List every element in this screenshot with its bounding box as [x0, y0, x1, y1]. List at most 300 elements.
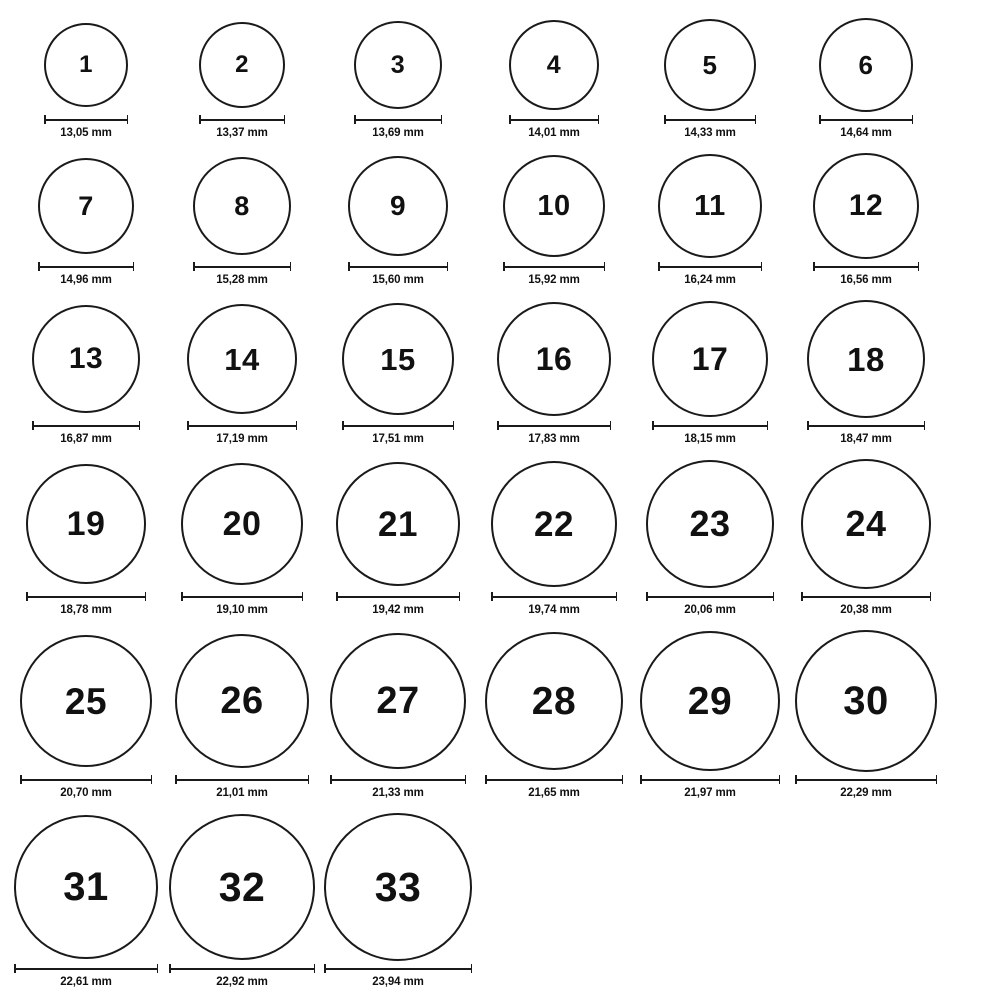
ring-circle — [801, 459, 931, 589]
ring-circle — [664, 19, 756, 111]
diameter-measure-bar — [491, 592, 617, 601]
ring-circle-wrap — [336, 459, 460, 589]
ring-size-cell[interactable] — [320, 300, 476, 445]
diameter-measure-bar — [795, 775, 937, 784]
measure-tick-left — [336, 592, 338, 601]
ring-size-cell[interactable] — [632, 630, 788, 799]
ring-size-cell[interactable] — [320, 459, 476, 616]
diameter-measure-bar — [658, 262, 762, 271]
diameter-label: 21,33 mm — [372, 787, 424, 799]
measure-tick-right — [761, 262, 763, 271]
measure-tick-right — [453, 421, 455, 430]
ring-size-number: 11 — [694, 189, 726, 222]
ring-size-number: 8 — [234, 190, 250, 221]
measure-line — [801, 596, 931, 598]
diameter-label: 20,38 mm — [840, 604, 892, 616]
ring-circle — [497, 302, 611, 416]
diameter-label: 19,74 mm — [528, 604, 580, 616]
ring-circle-wrap — [664, 18, 756, 112]
diameter-measure-bar — [20, 775, 152, 784]
ring-size-number: 13 — [68, 342, 104, 375]
measure-tick-left — [491, 592, 493, 601]
ring-circle-wrap — [497, 300, 611, 418]
measure-line — [14, 968, 158, 970]
ring-size-cell[interactable] — [164, 18, 320, 139]
diameter-measure-bar — [169, 964, 315, 973]
measure-tick-right — [151, 775, 153, 784]
ring-size-row — [8, 300, 992, 445]
ring-circle-wrap — [795, 630, 937, 772]
measure-tick-right — [133, 262, 135, 271]
measure-tick-right — [773, 592, 775, 601]
measure-tick-left — [348, 262, 350, 271]
ring-size-cell[interactable] — [632, 300, 788, 445]
measure-line — [175, 779, 309, 781]
diameter-measure-bar — [32, 421, 140, 430]
ring-circle — [14, 815, 158, 959]
measure-line — [646, 596, 774, 598]
diameter-measure-bar — [175, 775, 309, 784]
ring-circle-wrap — [324, 813, 472, 961]
measure-tick-right — [598, 115, 600, 124]
measure-line — [664, 119, 756, 121]
ring-circle-wrap — [491, 459, 617, 589]
diameter-measure-bar — [324, 964, 472, 973]
ring-size-number: 20 — [222, 505, 262, 543]
diameter-measure-bar — [348, 262, 448, 271]
ring-circle-wrap — [658, 153, 762, 259]
ring-circle — [26, 464, 146, 584]
measure-tick-right — [471, 964, 473, 973]
ring-circle — [324, 813, 472, 961]
diameter-measure-bar — [497, 421, 611, 430]
measure-tick-right — [755, 115, 757, 124]
ring-circle — [491, 461, 617, 587]
ring-size-cell[interactable] — [632, 153, 788, 286]
diameter-label: 16,87 mm — [60, 433, 112, 445]
diameter-measure-bar — [336, 592, 460, 601]
diameter-label: 22,29 mm — [840, 787, 892, 799]
diameter-measure-bar — [38, 262, 134, 271]
ring-size-cell[interactable] — [8, 153, 164, 286]
ring-size-number: 2 — [235, 51, 249, 78]
ring-size-number: 28 — [531, 679, 577, 723]
measure-line — [181, 596, 303, 598]
ring-size-number: 22 — [534, 504, 574, 544]
ring-size-cell[interactable] — [476, 459, 632, 616]
diameter-label: 15,92 mm — [528, 274, 580, 286]
measure-line — [813, 266, 919, 268]
ring-circle-wrap — [169, 813, 315, 961]
ring-size-cell[interactable] — [788, 18, 944, 139]
ring-circle — [348, 156, 448, 256]
measure-tick-right — [127, 115, 129, 124]
ring-circle-wrap — [813, 153, 919, 259]
diameter-measure-bar — [485, 775, 623, 784]
ring-circle — [652, 301, 768, 417]
ring-size-number: 18 — [847, 340, 885, 378]
diameter-label: 21,01 mm — [216, 787, 268, 799]
measure-tick-right — [302, 592, 304, 601]
ring-size-number: 23 — [689, 503, 731, 544]
ring-size-cell[interactable] — [164, 300, 320, 445]
measure-tick-left — [38, 262, 40, 271]
measure-tick-left — [813, 262, 815, 271]
ring-size-number: 16 — [535, 341, 573, 377]
ring-circle-wrap — [14, 813, 158, 961]
ring-size-number: 31 — [63, 865, 109, 909]
measure-line — [354, 119, 442, 121]
measure-line — [342, 425, 454, 427]
ring-size-cell[interactable] — [476, 300, 632, 445]
diameter-measure-bar — [26, 592, 146, 601]
measure-tick-left — [14, 964, 16, 973]
ring-circle-wrap — [26, 459, 146, 589]
measure-tick-left — [32, 421, 34, 430]
measure-line — [485, 779, 623, 781]
ring-circle — [44, 23, 128, 107]
diameter-label: 21,97 mm — [684, 787, 736, 799]
ring-circle-wrap — [354, 18, 442, 112]
diameter-label: 23,94 mm — [372, 976, 424, 988]
ring-size-cell[interactable] — [164, 813, 320, 988]
ring-size-cell[interactable] — [788, 630, 944, 799]
diameter-measure-bar — [801, 592, 931, 601]
measure-tick-right — [616, 592, 618, 601]
ring-size-number: 29 — [687, 679, 733, 723]
measure-tick-left — [509, 115, 511, 124]
measure-tick-left — [342, 421, 344, 430]
measure-line — [38, 266, 134, 268]
diameter-label: 19,42 mm — [372, 604, 424, 616]
diameter-measure-bar — [342, 421, 454, 430]
ring-size-number: 1 — [79, 51, 93, 78]
measure-tick-right — [447, 262, 449, 271]
ring-size-cell[interactable] — [320, 153, 476, 286]
ring-circle-wrap — [181, 459, 303, 589]
ring-circle — [336, 462, 460, 586]
ring-circle — [819, 18, 913, 112]
ring-size-cell[interactable] — [8, 18, 164, 139]
measure-line — [819, 119, 913, 121]
ring-circle-wrap — [819, 18, 913, 112]
ring-size-cell[interactable] — [320, 18, 476, 139]
ring-circle-wrap — [652, 300, 768, 418]
measure-tick-left — [801, 592, 803, 601]
measure-tick-left — [807, 421, 809, 430]
measure-tick-right — [930, 592, 932, 601]
measure-line — [497, 425, 611, 427]
measure-tick-left — [44, 115, 46, 124]
ring-circle — [175, 634, 309, 768]
ring-size-cell[interactable] — [788, 300, 944, 445]
measure-tick-left — [181, 592, 183, 601]
ring-circle — [199, 22, 285, 108]
measure-tick-right — [296, 421, 298, 430]
ring-size-cell[interactable] — [8, 300, 164, 445]
diameter-label: 21,65 mm — [528, 787, 580, 799]
ring-circle — [330, 633, 466, 769]
measure-line — [32, 425, 140, 427]
ring-size-cell[interactable] — [632, 459, 788, 616]
measure-tick-left — [795, 775, 797, 784]
measure-tick-right — [622, 775, 624, 784]
measure-tick-right — [284, 115, 286, 124]
measure-tick-right — [157, 964, 159, 973]
measure-tick-right — [936, 775, 938, 784]
measure-tick-left — [485, 775, 487, 784]
measure-tick-left — [646, 592, 648, 601]
diameter-label: 20,70 mm — [60, 787, 112, 799]
ring-circle-wrap — [801, 459, 931, 589]
diameter-label: 22,61 mm — [60, 976, 112, 988]
measure-tick-right — [459, 592, 461, 601]
measure-tick-left — [640, 775, 642, 784]
measure-tick-left — [503, 262, 505, 271]
measure-tick-left — [354, 115, 356, 124]
ring-size-cell[interactable] — [164, 153, 320, 286]
diameter-label: 17,51 mm — [372, 433, 424, 445]
measure-line — [20, 779, 152, 781]
diameter-measure-bar — [813, 262, 919, 271]
measure-line — [324, 968, 472, 970]
ring-size-number: 14 — [224, 341, 260, 377]
measure-line — [509, 119, 599, 121]
ring-circle — [354, 21, 442, 109]
diameter-label: 14,01 mm — [528, 127, 580, 139]
diameter-label: 16,56 mm — [840, 274, 892, 286]
measure-tick-left — [169, 964, 171, 973]
ring-circle-wrap — [199, 18, 285, 112]
measure-tick-right — [918, 262, 920, 271]
diameter-label: 15,28 mm — [216, 274, 268, 286]
diameter-measure-bar — [509, 115, 599, 124]
ring-circle — [342, 303, 454, 415]
measure-line — [658, 266, 762, 268]
ring-size-number: 21 — [378, 504, 418, 544]
ring-circle — [795, 630, 937, 772]
ring-size-number: 6 — [858, 50, 874, 80]
ring-circle-wrap — [20, 630, 152, 772]
measure-line — [330, 779, 466, 781]
ring-circle — [169, 814, 315, 960]
diameter-label: 13,05 mm — [60, 127, 112, 139]
ring-size-number: 12 — [848, 189, 884, 222]
measure-line — [26, 596, 146, 598]
ring-circle-wrap — [640, 630, 780, 772]
diameter-measure-bar — [819, 115, 913, 124]
diameter-label: 19,10 mm — [216, 604, 268, 616]
diameter-label: 17,83 mm — [528, 433, 580, 445]
diameter-label: 17,19 mm — [216, 433, 268, 445]
ring-size-cell[interactable] — [632, 18, 788, 139]
diameter-label: 22,92 mm — [216, 976, 268, 988]
diameter-label: 14,64 mm — [840, 127, 892, 139]
ring-circle — [509, 20, 599, 110]
measure-line — [169, 968, 315, 970]
ring-size-number: 9 — [389, 190, 407, 221]
diameter-measure-bar — [44, 115, 128, 124]
ring-size-number: 5 — [702, 50, 718, 80]
measure-line — [199, 119, 285, 121]
ring-circle-wrap — [485, 630, 623, 772]
ring-size-cell[interactable] — [8, 630, 164, 799]
ring-size-number: 32 — [218, 863, 266, 910]
measure-tick-right — [604, 262, 606, 271]
measure-tick-left — [26, 592, 28, 601]
ring-circle — [813, 153, 919, 259]
ring-circle — [807, 300, 925, 418]
measure-tick-right — [465, 775, 467, 784]
ring-circle — [32, 305, 140, 413]
measure-tick-left — [20, 775, 22, 784]
measure-line — [44, 119, 128, 121]
ring-circle — [187, 304, 297, 414]
ring-circle-wrap — [807, 300, 925, 418]
diameter-label: 15,60 mm — [372, 274, 424, 286]
diameter-label: 18,78 mm — [60, 604, 112, 616]
measure-line — [795, 779, 937, 781]
ring-circle — [485, 632, 623, 770]
ring-size-row — [8, 18, 992, 139]
ring-size-cell[interactable] — [164, 630, 320, 799]
ring-size-number: 30 — [843, 679, 889, 723]
ring-size-cell[interactable] — [476, 153, 632, 286]
diameter-label: 14,96 mm — [60, 274, 112, 286]
diameter-label: 14,33 mm — [684, 127, 736, 139]
measure-tick-right — [779, 775, 781, 784]
measure-tick-left — [497, 421, 499, 430]
ring-size-cell[interactable] — [8, 459, 164, 616]
ring-circle-wrap — [38, 153, 134, 259]
diameter-label: 20,06 mm — [684, 604, 736, 616]
ring-circle-wrap — [348, 153, 448, 259]
measure-tick-left — [330, 775, 332, 784]
measure-tick-right — [441, 115, 443, 124]
measure-tick-right — [610, 421, 612, 430]
diameter-measure-bar — [646, 592, 774, 601]
ring-size-cell[interactable] — [320, 813, 476, 988]
ring-size-cell[interactable] — [164, 459, 320, 616]
ring-circle-wrap — [509, 18, 599, 112]
diameter-measure-bar — [14, 964, 158, 973]
ring-circle-wrap — [330, 630, 466, 772]
ring-size-number: 26 — [220, 680, 264, 722]
ring-size-cell[interactable] — [476, 630, 632, 799]
ring-circle — [646, 460, 774, 588]
measure-line — [193, 266, 291, 268]
ring-size-number: 33 — [374, 863, 422, 910]
diameter-label: 18,15 mm — [684, 433, 736, 445]
measure-tick-left — [199, 115, 201, 124]
measure-tick-left — [187, 421, 189, 430]
ring-size-number: 10 — [537, 189, 571, 222]
ring-circle-wrap — [175, 630, 309, 772]
measure-tick-left — [658, 262, 660, 271]
measure-tick-right — [924, 421, 926, 430]
ring-size-cell[interactable] — [320, 630, 476, 799]
diameter-measure-bar — [664, 115, 756, 124]
diameter-label: 13,69 mm — [372, 127, 424, 139]
measure-line — [187, 425, 297, 427]
measure-tick-right — [308, 775, 310, 784]
diameter-label: 13,37 mm — [216, 127, 268, 139]
ring-circle — [640, 631, 780, 771]
ring-circle-wrap — [44, 18, 128, 112]
diameter-measure-bar — [199, 115, 285, 124]
diameter-measure-bar — [652, 421, 768, 430]
ring-size-number: 3 — [390, 50, 406, 79]
measure-line — [336, 596, 460, 598]
ring-circle-wrap — [342, 300, 454, 418]
measure-line — [640, 779, 780, 781]
ring-circle-wrap — [503, 153, 605, 259]
measure-tick-right — [145, 592, 147, 601]
diameter-measure-bar — [640, 775, 780, 784]
diameter-measure-bar — [354, 115, 442, 124]
measure-line — [348, 266, 448, 268]
diameter-measure-bar — [503, 262, 605, 271]
measure-tick-right — [290, 262, 292, 271]
ring-size-number: 15 — [380, 341, 416, 377]
ring-circle — [20, 635, 152, 767]
measure-line — [503, 266, 605, 268]
ring-circle-wrap — [193, 153, 291, 259]
diameter-measure-bar — [187, 421, 297, 430]
ring-size-cell[interactable] — [8, 813, 164, 988]
ring-circle-wrap — [646, 459, 774, 589]
ring-size-row — [8, 813, 992, 988]
diameter-measure-bar — [181, 592, 303, 601]
measure-line — [652, 425, 768, 427]
ring-size-number: 25 — [64, 680, 108, 722]
measure-tick-left — [664, 115, 666, 124]
ring-size-cell[interactable] — [788, 459, 944, 616]
diameter-label: 16,24 mm — [684, 274, 736, 286]
measure-tick-left — [193, 262, 195, 271]
measure-line — [807, 425, 925, 427]
diameter-label: 18,47 mm — [840, 433, 892, 445]
diameter-measure-bar — [193, 262, 291, 271]
ring-circle-wrap — [187, 300, 297, 418]
ring-circle — [38, 158, 134, 254]
ring-size-cell[interactable] — [788, 153, 944, 286]
measure-tick-right — [139, 421, 141, 430]
measure-tick-right — [314, 964, 316, 973]
ring-size-number: 4 — [546, 50, 562, 79]
measure-tick-left — [324, 964, 326, 973]
ring-circle-wrap — [32, 300, 140, 418]
measure-tick-left — [175, 775, 177, 784]
ring-circle — [503, 155, 605, 257]
measure-tick-right — [767, 421, 769, 430]
measure-tick-left — [819, 115, 821, 124]
ring-size-number: 19 — [66, 505, 106, 543]
ring-circle — [181, 463, 303, 585]
ring-size-number: 17 — [691, 341, 729, 377]
ring-size-number: 24 — [845, 503, 887, 544]
ring-circle — [193, 157, 291, 255]
ring-size-row — [8, 459, 992, 616]
ring-size-cell[interactable] — [476, 18, 632, 139]
measure-tick-right — [912, 115, 914, 124]
ring-circle — [658, 154, 762, 258]
ring-size-row — [8, 630, 992, 799]
measure-tick-left — [652, 421, 654, 430]
ring-size-number: 27 — [376, 680, 420, 722]
ring-size-row — [8, 153, 992, 286]
ring-size-number: 7 — [78, 190, 94, 221]
